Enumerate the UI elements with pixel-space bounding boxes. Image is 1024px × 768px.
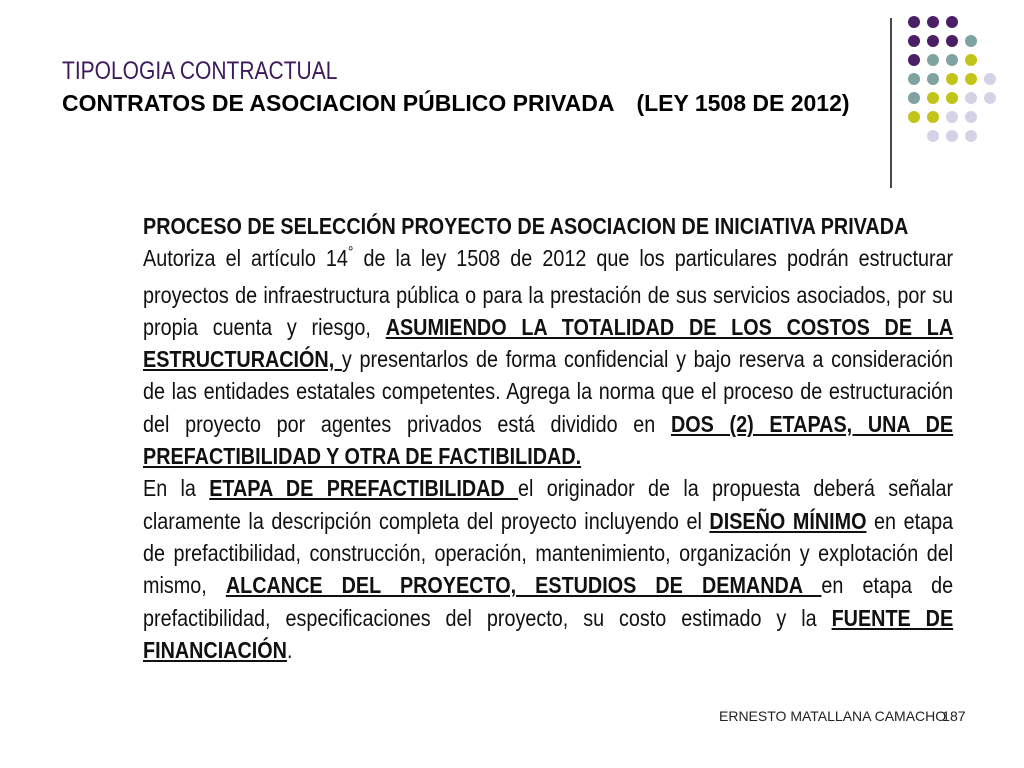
- degree-mark: °: [347, 244, 354, 262]
- subtitle-law: (LEY 1508 DE 2012): [636, 90, 850, 116]
- decorative-dot: [908, 16, 920, 28]
- decorative-dot: [984, 73, 996, 85]
- decorative-dot: [946, 16, 958, 28]
- slide-footer: [719, 708, 966, 724]
- decorative-dot: [908, 92, 920, 104]
- p2-text-4: en etapa de prefactibilidad, especificaciones del proyecto, su costo estimado y la: [143, 572, 954, 631]
- p2-emphasis-design: DISEÑO MÍNIMO: [709, 507, 867, 534]
- decorative-dot: [927, 16, 939, 28]
- decorative-dot: [908, 54, 920, 66]
- decorative-dot: [927, 92, 939, 104]
- decorative-dot: [965, 111, 977, 123]
- decorative-dot: [927, 111, 939, 123]
- decorative-dot: [908, 73, 920, 85]
- vertical-divider: [890, 18, 892, 188]
- title-block: [62, 56, 862, 119]
- decorative-dot: [965, 92, 977, 104]
- p1-text-1: Autoriza el artículo 14: [143, 245, 348, 272]
- decorative-dot: [927, 35, 939, 47]
- decorative-dot: [927, 73, 939, 85]
- decorative-dot: [946, 92, 958, 104]
- decorative-dot: [965, 54, 977, 66]
- decorative-dot: [946, 111, 958, 123]
- slide-title: TIPOLOGIA CONTRACTUAL: [62, 57, 338, 85]
- p2-text-3: en etapa de prefactibilidad, construcción, operación, mantenimiento, organización y explotación del mismo,: [143, 507, 954, 599]
- decorative-dot: [946, 35, 958, 47]
- decorative-dot: [965, 73, 977, 85]
- paragraph-2: [143, 472, 953, 666]
- decorative-dot-grid: [908, 16, 1018, 166]
- p1-emphasis-costs: ASUMIENDO LA TOTALIDAD DE LOS COSTOS DE LA ESTRUCTURACIÓN,: [143, 313, 954, 373]
- p2-emphasis-scope: ALCANCE DEL PROYECTO, ESTUDIOS DE DEMANDA: [225, 572, 822, 599]
- decorative-dot: [908, 35, 920, 47]
- paragraph-1: [143, 242, 953, 472]
- p2-text-2: el originador de la propuesta deberá señalar claramente la descripción completa del proyecto incluyendo el: [143, 475, 954, 534]
- p2-emphasis-prefeasibility: ETAPA DE PREFACTIBILIDAD: [209, 475, 519, 502]
- p2-emphasis-funding: FUENTE DE FINANCIACIÓN: [143, 604, 954, 663]
- slide-subtitle: [62, 88, 852, 119]
- decorative-dot: [946, 130, 958, 142]
- p1-emphasis-stages: DOS (2) ETAPAS, UNA DE PREFACTIBILIDAD Y OTRA DE FACTIBILIDAD.: [143, 410, 954, 470]
- decorative-dot: [965, 130, 977, 142]
- footer-author: ERNESTO MATALLANA CAMACHO: [719, 708, 947, 724]
- decorative-dot: [927, 130, 939, 142]
- p2-text-1: En la: [143, 475, 210, 502]
- decorative-dot: [984, 92, 996, 104]
- p1-text-2: de la ley 1508 de 2012 que los particulares podrán estructurar proyectos de infraestructura pública o para la prestación de sus servicios asociados, por su propia cuenta y riesgo,: [143, 245, 954, 340]
- page-number: 187: [942, 708, 966, 724]
- decorative-dot: [946, 54, 958, 66]
- section-heading: PROCESO DE SELECCIÓN PROYECTO DE ASOCIACION DE INICIATIVA PRIVADA: [143, 213, 909, 239]
- subtitle-main: CONTRATOS DE ASOCIACION PÚBLICO PRIVADA: [62, 90, 615, 116]
- slide-body: [143, 210, 953, 666]
- p1-text-3: y presentarlos de forma confidencial y bajo reserva a consideración de las entidades estatales competentes. Agrega la norma que el proceso de estructuración del proyecto por agentes privados está dividido en: [143, 346, 954, 437]
- p2-text-5: .: [286, 636, 293, 663]
- decorative-dot: [927, 54, 939, 66]
- decorative-dot: [908, 111, 920, 123]
- decorative-dot: [946, 73, 958, 85]
- decorative-dot: [965, 35, 977, 47]
